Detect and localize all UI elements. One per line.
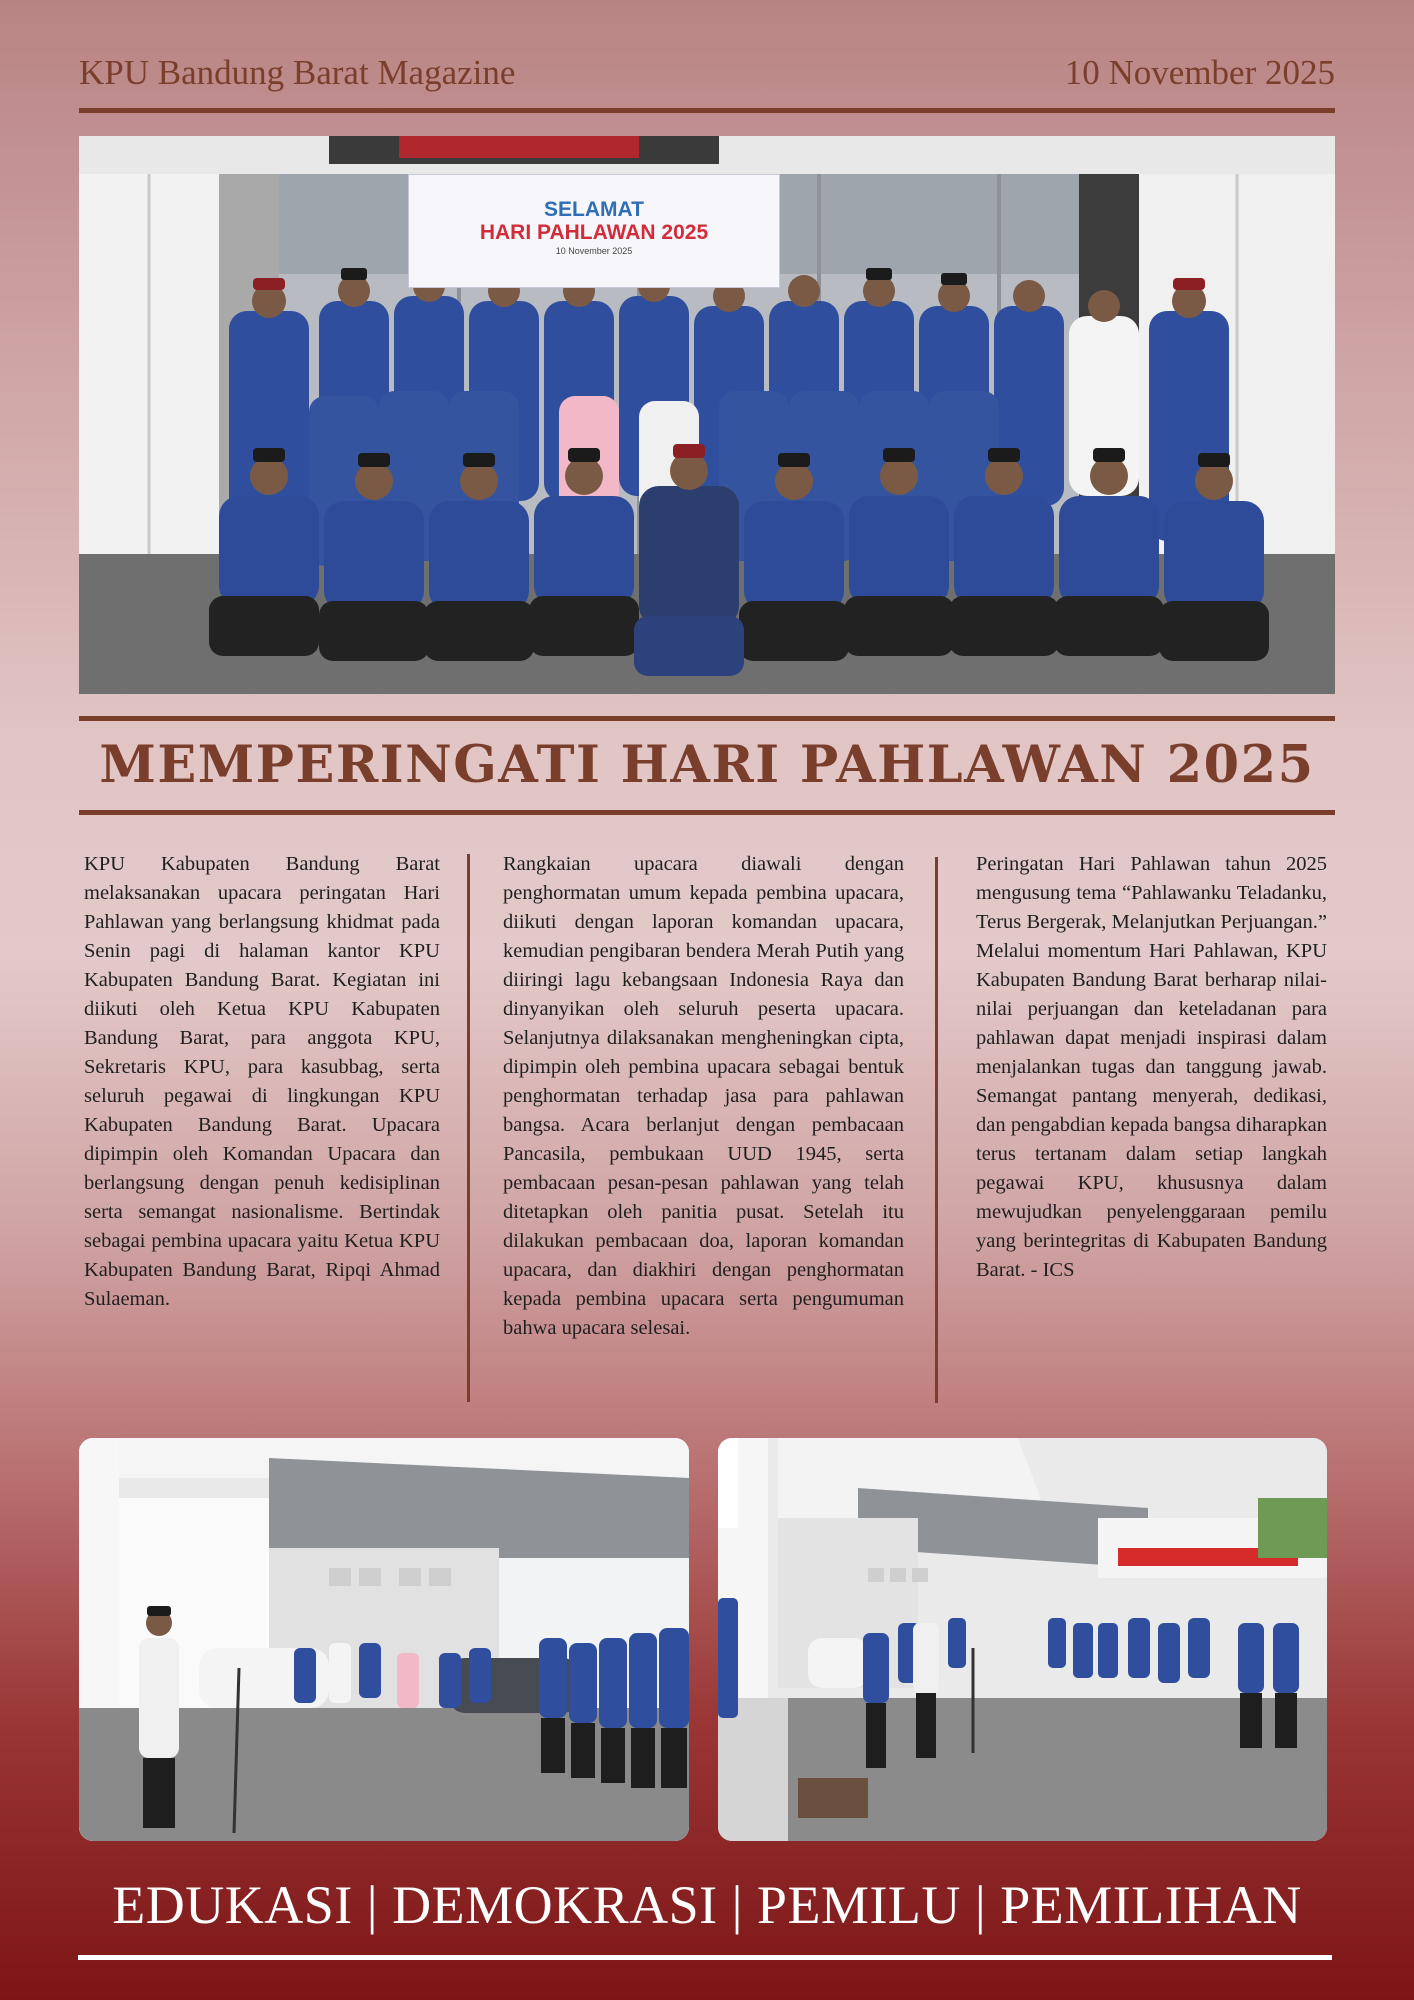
footer-rule	[78, 1955, 1332, 1960]
banner-line-3: 10 November 2025	[555, 246, 633, 256]
issue-date: 10 November 2025	[1064, 53, 1335, 92]
banner-line-2: HARI PAHLAWAN 2025	[479, 221, 709, 244]
article-column-3: Peringatan Hari Pahlawan tahun 2025 mengusung tema “Pahlawanku Teladanku, Terus Bergerak, Melanjutkan Perjuangan.” Melalui momentum Hari Pahlawan, KPU Kabupaten Bandung Barat berharap nilai-nilai perjuangan dan keteladanan para pahlawan dapat menjadi inspirasi dalam menjalankan tugas dan tanggung jawab. Semangat pantang menyerah, dedikasi, dan pengabdian kepada bangsa diharapkan terus tertanam dalam setiap langkah pegawai KPU, khususnya dalam mewujudkan penyelenggaraan pemilu yang berintegritas di Kabupaten Bandung Barat. - ICS	[976, 853, 1327, 1281]
ceremony-photo-right	[718, 1438, 1327, 1841]
banner-line-1: SELAMAT	[544, 198, 644, 221]
headline-top-rule	[79, 716, 1335, 721]
masthead	[79, 52, 1335, 94]
column-divider-2	[935, 857, 938, 1403]
publication-name: KPU Bandung Barat Magazine	[79, 53, 516, 92]
article-headline: MEMPERINGATI HARI PAHLAWAN 2025	[99, 735, 1315, 795]
group-photo	[79, 136, 1335, 694]
event-banner	[408, 174, 780, 288]
footer-tagline: EDUKASI | DEMOKRASI | PEMILU | PEMILIHAN	[112, 1875, 1302, 1935]
article-column-1: KPU Kabupaten Bandung Barat melaksanakan upacara peringatan Hari Pahlawan yang berlangsung khidmat pada Senin pagi di halaman kantor KPU Kabupaten Bandung Barat. Kegiatan ini diikuti oleh Ketua KPU Kabupaten Bandung Barat, para anggota KPU, Sekretaris KPU, para kasubbag, serta seluruh pegawai di lingkungan KPU Kabupaten Bandung Barat. Upacara dipimpin oleh Komandan Upacara dan berlangsung dengan penuh kedisiplinan serta semangat nasionalisme. Bertindak sebagai pembina upacara yaitu Ketua KPU Kabupaten Bandung Barat, Ripqi Ahmad Sulaeman.	[84, 853, 440, 1310]
headline-bottom-rule	[79, 810, 1335, 815]
column-divider-1	[467, 854, 470, 1402]
article-column-2: Rangkaian upacara diawali dengan penghormatan umum kepada pembina upacara, diikuti dengan laporan komandan upacara, kemudian pengibaran bendera Merah Putih yang diiringi lagu kebangsaan Indonesia Raya dan dinyanyikan oleh seluruh peserta upacara. Selanjutnya dilaksanakan mengheningkan cipta, dipimpin oleh pembina upacara sebagai bentuk penghormatan terhadap jasa para pahlawan bangsa. Acara berlanjut dengan pembacaan Pancasila, pembukaan UUD 1945, serta pembacaan pesan-pesan pahlawan yang telah ditetapkan oleh panitia pusat. Setelah itu dilakukan pembacaan doa, laporan komandan upacara, dan diakhiri dengan penghormatan kepada pembina upacara serta pengumuman bahwa upacara selesai.	[503, 853, 904, 1339]
ceremony-photo-left	[79, 1438, 689, 1841]
header-divider	[79, 108, 1335, 113]
